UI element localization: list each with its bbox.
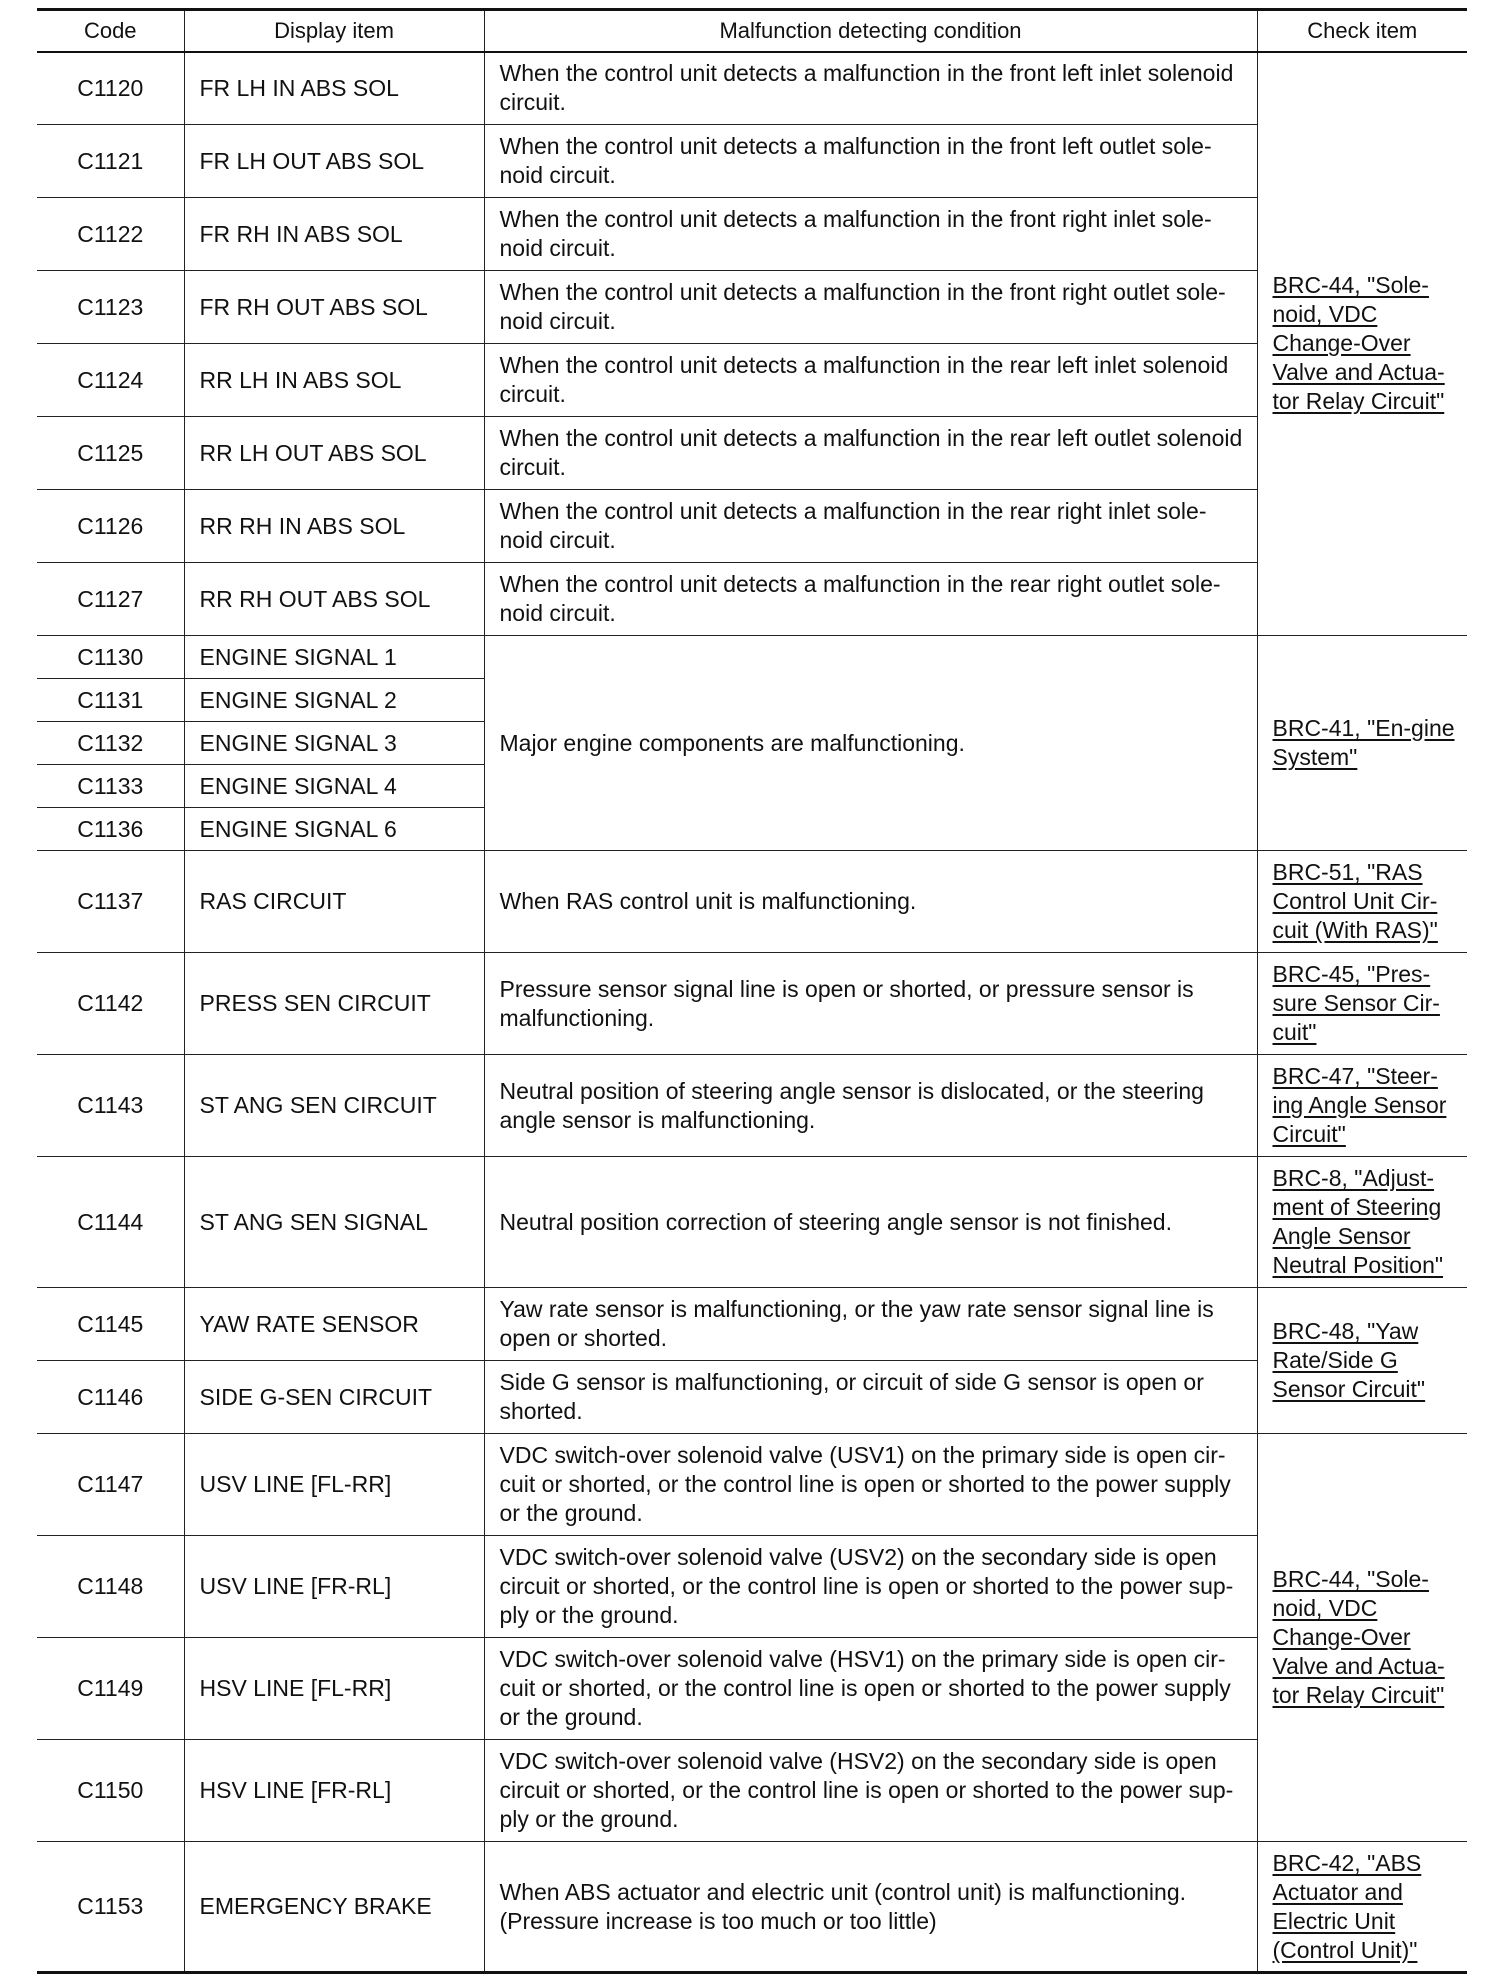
code-cell: C1130 — [37, 636, 184, 679]
table-row — [37, 271, 1467, 344]
code-cell: C1137 — [37, 851, 184, 953]
display-cell: EMERGENCY BRAKE — [184, 1842, 484, 1973]
code-cell: C1120 — [37, 52, 184, 125]
table-row — [37, 198, 1467, 271]
condition-cell: VDC switch-over solenoid valve (HSV2) on the secondary side is open circuit or shorted, or the control line is open or shorted to the power sup-ply or the ground. — [484, 1740, 1257, 1842]
display-cell: SIDE G-SEN CIRCUIT — [184, 1361, 484, 1434]
condition-cell: Pressure sensor signal line is open or shorted, or pressure sensor is malfunctioning. — [484, 953, 1257, 1055]
table-row — [37, 417, 1467, 490]
display-cell: USV LINE [FR-RL] — [184, 1536, 484, 1638]
check-cell — [1257, 1434, 1467, 1842]
check-link-solenoid[interactable]: BRC-44, "Sole-noid, VDC Change-Over Valve and Actua-tor Relay Circuit" — [1272, 1566, 1445, 1708]
condition-cell: VDC switch-over solenoid valve (USV1) on the primary side is open cir-cuit or shorted, or the control line is open or shorted to the power supply or the ground. — [484, 1434, 1257, 1536]
check-cell — [1257, 953, 1467, 1055]
display-cell: RR RH IN ABS SOL — [184, 490, 484, 563]
check-cell — [1257, 1157, 1467, 1288]
table-row — [37, 636, 1467, 679]
table-row — [37, 1740, 1467, 1842]
table-row — [37, 1536, 1467, 1638]
condition-cell: When the control unit detects a malfunction in the rear right outlet sole-noid circuit. — [484, 563, 1257, 636]
table-row — [37, 1434, 1467, 1536]
condition-cell: Side G sensor is malfunctioning, or circuit of side G sensor is open or shorted. — [484, 1361, 1257, 1434]
check-link-pressure[interactable]: BRC-45, "Pres-sure Sensor Cir-cuit" — [1272, 961, 1440, 1045]
check-link-adjustment[interactable]: BRC-8, "Adjust-ment of Steering Angle Sensor Neutral Position" — [1272, 1165, 1444, 1278]
code-cell: C1148 — [37, 1536, 184, 1638]
check-cell — [1257, 1842, 1467, 1973]
table-row — [37, 1055, 1467, 1157]
check-cell — [1257, 1288, 1467, 1434]
code-cell: C1133 — [37, 765, 184, 808]
table-row — [37, 52, 1467, 125]
display-cell: YAW RATE SENSOR — [184, 1288, 484, 1361]
header-condition: Malfunction detecting condition — [484, 10, 1257, 52]
table-row — [37, 851, 1467, 953]
condition-cell: Major engine components are malfunctioning. — [484, 636, 1257, 851]
display-cell: RAS CIRCUIT — [184, 851, 484, 953]
condition-cell: When the control unit detects a malfunction in the front left outlet sole-noid circuit. — [484, 125, 1257, 198]
code-cell: C1126 — [37, 490, 184, 563]
table-row — [37, 1361, 1467, 1434]
condition-cell: When the control unit detects a malfunction in the rear left outlet solenoid circuit. — [484, 417, 1257, 490]
display-cell: RR LH IN ABS SOL — [184, 344, 484, 417]
code-cell: C1125 — [37, 417, 184, 490]
condition-cell: When the control unit detects a malfunction in the front left inlet solenoid circuit. — [484, 52, 1257, 125]
header-row — [37, 10, 1467, 52]
condition-cell: Yaw rate sensor is malfunctioning, or the yaw rate sensor signal line is open or shorted. — [484, 1288, 1257, 1361]
display-cell: ENGINE SIGNAL 3 — [184, 722, 484, 765]
check-link-ras[interactable]: BRC-51, "RAS Control Unit Cir-cuit (With RAS)" — [1272, 859, 1438, 943]
code-cell: C1123 — [37, 271, 184, 344]
code-cell: C1124 — [37, 344, 184, 417]
code-cell: C1131 — [37, 679, 184, 722]
code-cell: C1122 — [37, 198, 184, 271]
display-cell: HSV LINE [FR-RL] — [184, 1740, 484, 1842]
display-cell: ENGINE SIGNAL 2 — [184, 679, 484, 722]
display-cell: FR LH IN ABS SOL — [184, 52, 484, 125]
table-row — [37, 1157, 1467, 1288]
display-cell: ST ANG SEN SIGNAL — [184, 1157, 484, 1288]
condition-cell: VDC switch-over solenoid valve (USV2) on the secondary side is open circuit or shorted, or the control line is open or shorted to the power sup-ply or the ground. — [484, 1536, 1257, 1638]
header-display-item: Display item — [184, 10, 484, 52]
code-cell: C1147 — [37, 1434, 184, 1536]
code-cell: C1127 — [37, 563, 184, 636]
display-cell: ENGINE SIGNAL 4 — [184, 765, 484, 808]
display-cell: USV LINE [FL-RR] — [184, 1434, 484, 1536]
display-cell: ST ANG SEN CIRCUIT — [184, 1055, 484, 1157]
code-cell: C1121 — [37, 125, 184, 198]
table-row — [37, 490, 1467, 563]
display-cell: FR RH OUT ABS SOL — [184, 271, 484, 344]
code-cell: C1132 — [37, 722, 184, 765]
condition-cell: Neutral position of steering angle sensor is dislocated, or the steering angle sensor is malfunctioning. — [484, 1055, 1257, 1157]
display-cell: PRESS SEN CIRCUIT — [184, 953, 484, 1055]
condition-cell: When the control unit detects a malfunction in the front right inlet sole-noid circuit. — [484, 198, 1257, 271]
table-row — [37, 953, 1467, 1055]
display-cell: RR LH OUT ABS SOL — [184, 417, 484, 490]
check-link-engine[interactable]: BRC-41, "En-gine System" — [1272, 715, 1455, 770]
code-cell: C1145 — [37, 1288, 184, 1361]
code-cell: C1143 — [37, 1055, 184, 1157]
code-cell: C1149 — [37, 1638, 184, 1740]
table-row — [37, 344, 1467, 417]
header-code: Code — [37, 10, 184, 52]
table-row — [37, 125, 1467, 198]
code-cell: C1144 — [37, 1157, 184, 1288]
table-row — [37, 563, 1467, 636]
check-cell — [1257, 52, 1467, 636]
check-link-steering[interactable]: BRC-47, "Steer-ing Angle Sensor Circuit" — [1272, 1063, 1447, 1147]
check-link-abs[interactable]: BRC-42, "ABS Actuator and Electric Unit (Control Unit)" — [1272, 1849, 1422, 1963]
check-link-yaw[interactable]: BRC-48, "Yaw Rate/Side G Sensor Circuit" — [1272, 1318, 1426, 1402]
display-cell: ENGINE SIGNAL 1 — [184, 636, 484, 679]
check-cell — [1257, 851, 1467, 953]
table-row — [37, 1288, 1467, 1361]
table-row — [37, 1842, 1467, 1973]
display-cell: HSV LINE [FL-RR] — [184, 1638, 484, 1740]
code-cell: C1136 — [37, 808, 184, 851]
display-cell: RR RH OUT ABS SOL — [184, 563, 484, 636]
code-cell: C1142 — [37, 953, 184, 1055]
display-cell: FR LH OUT ABS SOL — [184, 125, 484, 198]
condition-cell: When the control unit detects a malfunction in the front right outlet sole-noid circuit. — [484, 271, 1257, 344]
condition-cell: When the control unit detects a malfunction in the rear right inlet sole-noid circuit. — [484, 490, 1257, 563]
display-cell: ENGINE SIGNAL 6 — [184, 808, 484, 851]
header-check-item: Check item — [1257, 10, 1467, 52]
condition-cell: When the control unit detects a malfunction in the rear left inlet solenoid circuit. — [484, 344, 1257, 417]
condition-cell: When RAS control unit is malfunctioning. — [484, 851, 1257, 953]
condition-cell: VDC switch-over solenoid valve (HSV1) on the primary side is open cir-cuit or shorted, or the control line is open or shorted to the power supply or the ground. — [484, 1638, 1257, 1740]
code-cell: C1150 — [37, 1740, 184, 1842]
dtc-table — [37, 8, 1467, 1974]
check-link-solenoid[interactable]: BRC-44, "Sole-noid, VDC Change-Over Valve and Actua-tor Relay Circuit" — [1272, 272, 1445, 415]
condition-cell: When ABS actuator and electric unit (control unit) is malfunctioning. (Pressure increase is too much or too little) — [484, 1842, 1257, 1973]
check-cell — [1257, 1055, 1467, 1157]
code-cell: C1146 — [37, 1361, 184, 1434]
check-cell — [1257, 636, 1467, 851]
code-cell: C1153 — [37, 1842, 184, 1973]
table-row — [37, 1638, 1467, 1740]
display-cell: FR RH IN ABS SOL — [184, 198, 484, 271]
condition-cell: Neutral position correction of steering angle sensor is not finished. — [484, 1157, 1257, 1288]
